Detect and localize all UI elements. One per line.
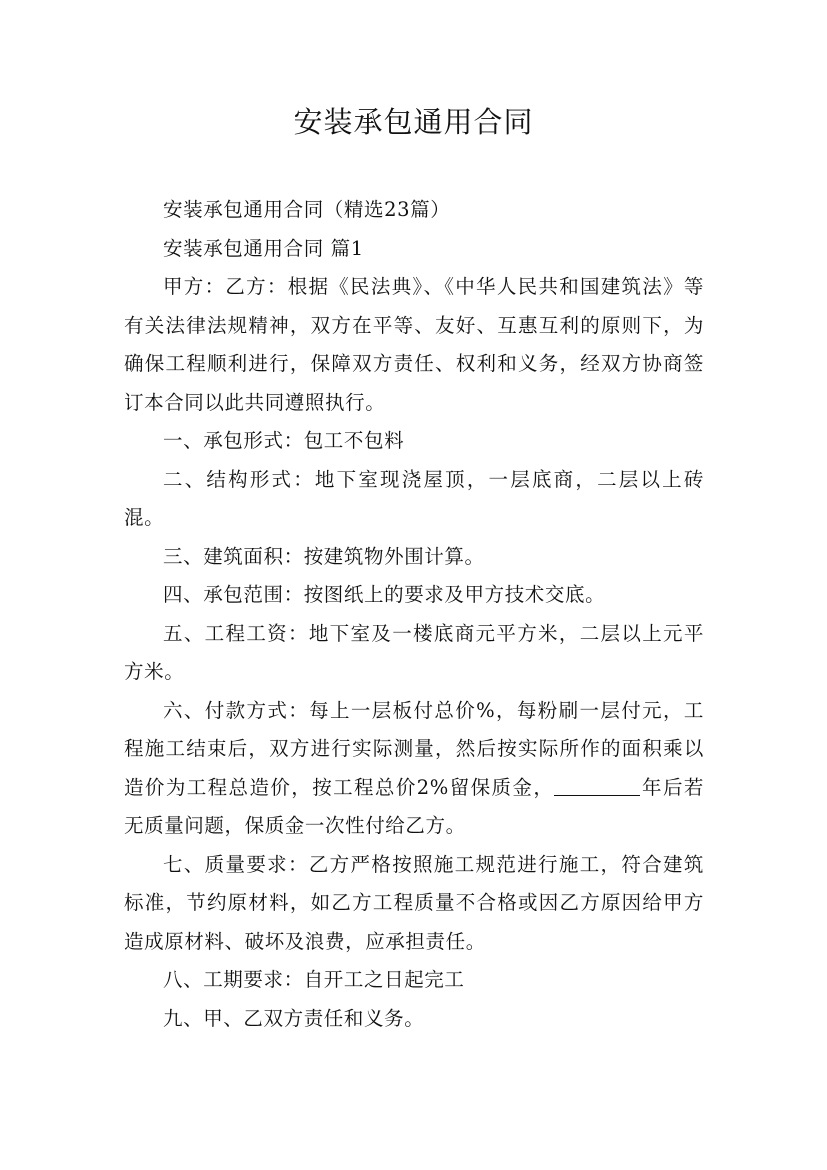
payment-method-tail: 年后若无质量问题，保质金一次性付给乙方。 (124, 775, 704, 837)
clause-payment-method (124, 692, 704, 846)
document-title: 安装承包通用合同 (293, 105, 534, 139)
clause-schedule: 八、工期要求：自开工之日起完工 (163, 968, 465, 991)
payment-method-text: 六、付款方式：每上一层板付总价%，每粉刷一层付元，工程施工结束后，双方进行实际测量，然后按实际所作的面积乘以造价为工程总造价，按工程总价2%留保质金， (124, 698, 704, 799)
clause-contract-form: 一、承包形式：包工不包料 (163, 429, 405, 452)
clause-building-area: 三、建筑面积：按建筑物外围计算。 (163, 544, 485, 568)
subtitle-paragraph: 安装承包通用合同（精选23篇） (163, 198, 451, 221)
intro-paragraph: 甲方：乙方：根据《民法典》、《中华人民共和国建筑法》等有关法律法规精神，双方在平等、友好、互惠互利的原则下，为确保工程顺利进行，保障双方责任、权利和义务，经双方协商签订本合同以此共同遵照执行。 (124, 275, 704, 414)
clause-quality: 七、质量要求：乙方严格按照施工规范进行施工，符合建筑标准，节约原材料，如乙方工程质量不合格或因乙方原因给甲方造成原材料、破坏及浪费，应承担责任。 (124, 852, 704, 953)
clause-contract-scope: 四、承包范围：按图纸上的要求及甲方技术交底。 (163, 583, 606, 606)
clause-structure-form: 二、结构形式：地下室现浇屋顶，一层底商，二层以上砖混。 (124, 467, 704, 529)
document-body (124, 191, 704, 1038)
clause-wages: 五、工程工资：地下室及一楼底商元平方米，二层以上元平方米。 (124, 621, 704, 683)
fill-in-blank (554, 775, 640, 796)
clause-responsibilities: 九、甲、乙双方责任和义务。 (163, 1006, 425, 1030)
section-heading: 安装承包通用合同 篇1 (163, 236, 364, 260)
